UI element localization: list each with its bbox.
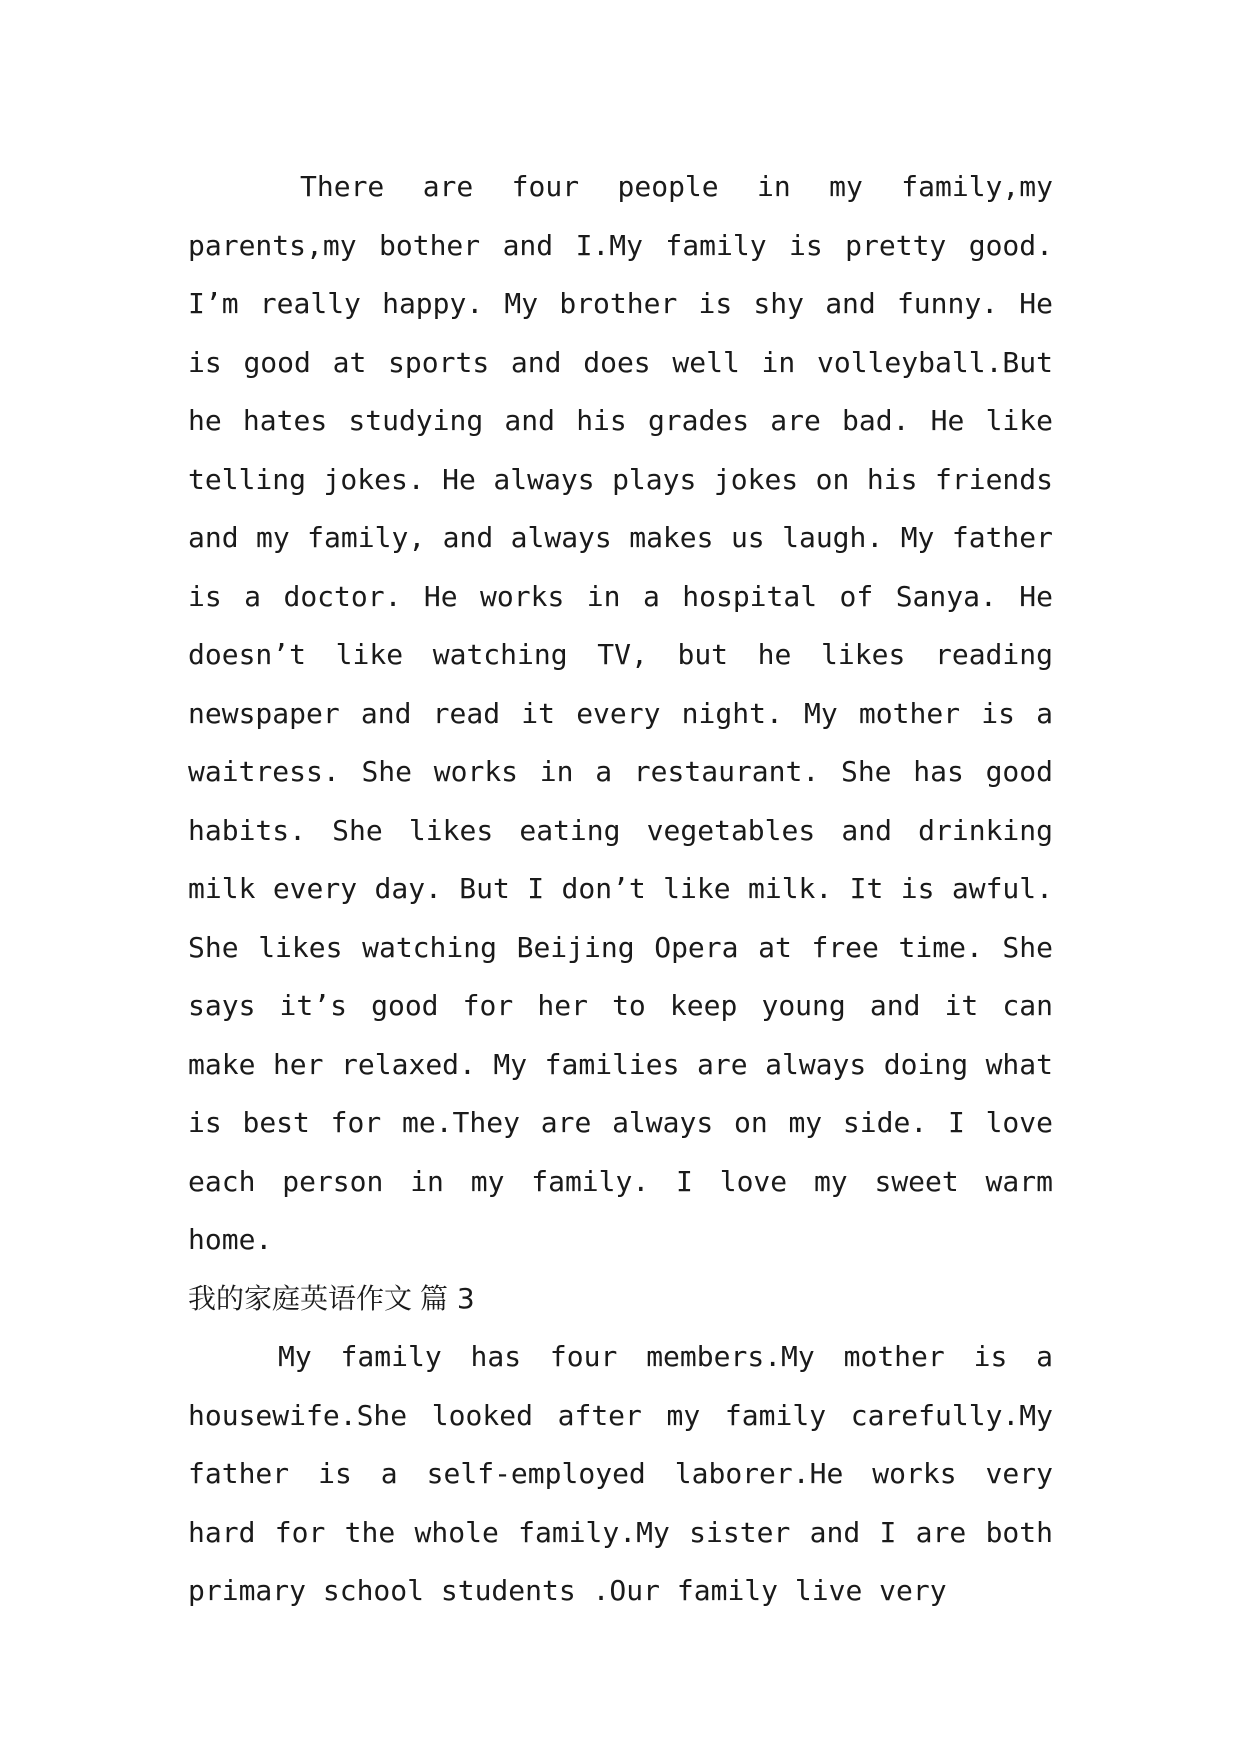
section-heading-title: 我的家庭英语作文 [188,1281,413,1315]
paragraph-family-members: My family has four members.My mother is a housewife.She looked after my family carefully.My father is a self-employed laborer.He works very hard for the whole family.My sister and I are both primary school students .Our family live very [188,1340,1053,1607]
section-heading-number: 篇 3 [420,1281,475,1315]
document-body [188,158,1053,1621]
paragraph-family-description: There are four people in my family,my parents,my bother and I.My family is pretty good. I’m really happy. My brother is shy and funny. He is good at sports and does well in volleyball.But he hates studying and his grades are bad. He like telling jokes. He always plays jokes on his friends and my family, and always makes us laugh. My father is a doctor. He works in a hospital of Sanya. He doesn’t like watching TV, but he likes reading newspaper and read it every night. My mother is a waitress. She works in a restaurant. She has good habits. She likes eating vegetables and drinking milk every day. But I don’t like milk. It is awful. She likes watching Beijing Opera at free time. She says it’s good for her to keep young and it can make her relaxed. My families are always doing what is best for me.They are always on my side. I love each person in my family. I love my sweet warm home. [188,170,1053,1256]
section-heading [188,1270,1053,1329]
